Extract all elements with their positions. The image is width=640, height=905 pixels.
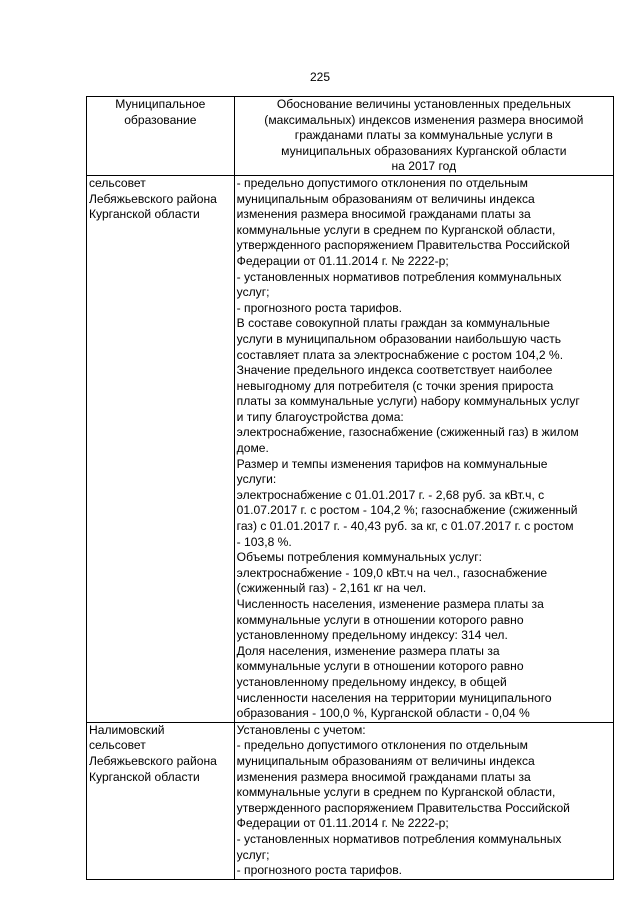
- text-line: коммунальные услуги в среднем по Курганской области,: [236, 222, 556, 237]
- text-line: Численность населения, изменение размера платы за: [236, 597, 544, 611]
- text-line: - 103,8 %.: [236, 534, 292, 549]
- text-line: Лебяжьевского района: [89, 753, 217, 768]
- text-line: изменения размера вносимой гражданами платы за: [236, 769, 531, 784]
- page-number: 225: [309, 70, 331, 84]
- text-line: Федерации от 01.11.2014 г. № 2222-р;: [236, 253, 449, 268]
- text-line: на 2017 год: [391, 159, 457, 174]
- text-line: услуг;: [236, 285, 270, 300]
- text-line: Налимовский: [89, 722, 165, 737]
- text-line: Федерации от 01.11.2014 г. № 2222-р;: [236, 816, 449, 831]
- text-line: составляет плата за электроснабжение с ростом 104,2 %.: [236, 347, 564, 362]
- text-line: Лебяжьевского района: [89, 191, 217, 206]
- text-line: установленному предельному индексу, в общей: [236, 674, 507, 689]
- text-line: утвержденного распоряжением Правительства Российской: [236, 238, 570, 253]
- text-line: утвержденного распоряжением Правительства Российской: [236, 800, 570, 815]
- text-line: установленному предельному индексу: 314 чел.: [236, 628, 508, 643]
- text-line: - установленных нормативов потребления коммунальных: [236, 269, 562, 284]
- text-line: невыгодному для потребителя (с точки зрения прироста: [236, 378, 554, 393]
- text-line: гражданами платы за коммунальные услуги в: [294, 128, 553, 143]
- text-line: Значение предельного индекса соответствует наиболее: [236, 363, 553, 378]
- text-line: сельсовет: [89, 738, 146, 753]
- text-line: изменения размера вносимой гражданами платы за: [236, 207, 531, 222]
- text-line: муниципальных образованиях Курганской области: [281, 143, 567, 158]
- text-line: муниципальным образованиям от величины индекса: [236, 191, 535, 206]
- text-line: численности населения на территории муниципального: [236, 690, 552, 705]
- text-line: - установленных нормативов потребления коммунальных: [236, 831, 562, 846]
- row-municipality: [87, 175, 235, 722]
- text-line: - прогнозного роста тарифов.: [236, 300, 402, 315]
- text-line: электроснабжение с 01.01.2017 г. - 2,68 руб. за кВт.ч, с: [236, 487, 545, 502]
- row-municipality: [87, 722, 235, 879]
- row-justification: [234, 722, 613, 879]
- text-line: Размер и темпы изменения тарифов на коммунальные: [236, 456, 548, 471]
- table-row: [87, 175, 614, 722]
- text-line: доме.: [236, 441, 269, 456]
- text-line: услуги в муниципальном образовании наибольшую часть: [236, 331, 562, 346]
- text-line: В составе совокупной платы граждан за коммунальные: [236, 316, 550, 331]
- text-line: сельсовет: [89, 175, 146, 190]
- text-line: электроснабжение, газоснабжение (сжиженный газ) в жилом: [236, 425, 579, 440]
- text-line: коммунальные услуги в отношении которого равно: [236, 659, 524, 674]
- text-line: - предельно допустимого отклонения по отдельным: [236, 738, 528, 753]
- text-line: 01.07.2017 г. с ростом - 104,2 %; газоснабжение (сжиженный: [236, 503, 578, 518]
- text-line: Курганской области: [89, 207, 200, 222]
- text-line: услуги:: [236, 472, 277, 487]
- text-line: Объемы потребления коммунальных услуг:: [236, 550, 482, 565]
- text-line: Муниципальное: [115, 97, 206, 111]
- text-line: Обоснование величины установленных предельных: [276, 97, 571, 111]
- text-line: услуг;: [236, 847, 270, 862]
- text-line: коммунальные услуги в отношении которого равно: [236, 612, 524, 627]
- text-line: коммунальные услуги в среднем по Курганской области,: [236, 785, 556, 800]
- text-line: Установлены с учетом:: [236, 722, 366, 737]
- text-line: и типу благоустройства дома:: [236, 409, 404, 424]
- text-line: Доля населения, изменение размера платы за: [236, 643, 500, 658]
- text-line: газ) с 01.01.2017 г. - 40,43 руб. за кг, с 01.07.2017 г. с ростом: [236, 519, 574, 534]
- text-line: платы за коммунальные услуги) набору коммунальных услуг: [236, 394, 580, 409]
- header-justification: [234, 97, 613, 176]
- text-line: (сжиженный газ) - 2,161 кг на чел.: [236, 581, 427, 596]
- municipal-index-table: [86, 96, 614, 880]
- text-line: - предельно допустимого отклонения по отдельным: [236, 175, 528, 190]
- table-header-row: [87, 97, 614, 176]
- text-line: муниципальным образованиям от величины индекса: [236, 753, 535, 768]
- text-line: (максимальных) индексов изменения размера вносимой: [264, 112, 584, 127]
- text-line: - прогнозного роста тарифов.: [236, 863, 402, 878]
- table-row: [87, 722, 614, 879]
- header-municipality: [87, 97, 235, 176]
- text-line: образования - 100,0 %, Курганской области - 0,04 %: [236, 706, 530, 721]
- text-line: Курганской области: [89, 769, 200, 784]
- row-justification: [234, 175, 613, 722]
- text-line: образование: [124, 112, 197, 127]
- text-line: электроснабжение - 109,0 кВт.ч на чел., газоснабжение: [236, 565, 548, 580]
